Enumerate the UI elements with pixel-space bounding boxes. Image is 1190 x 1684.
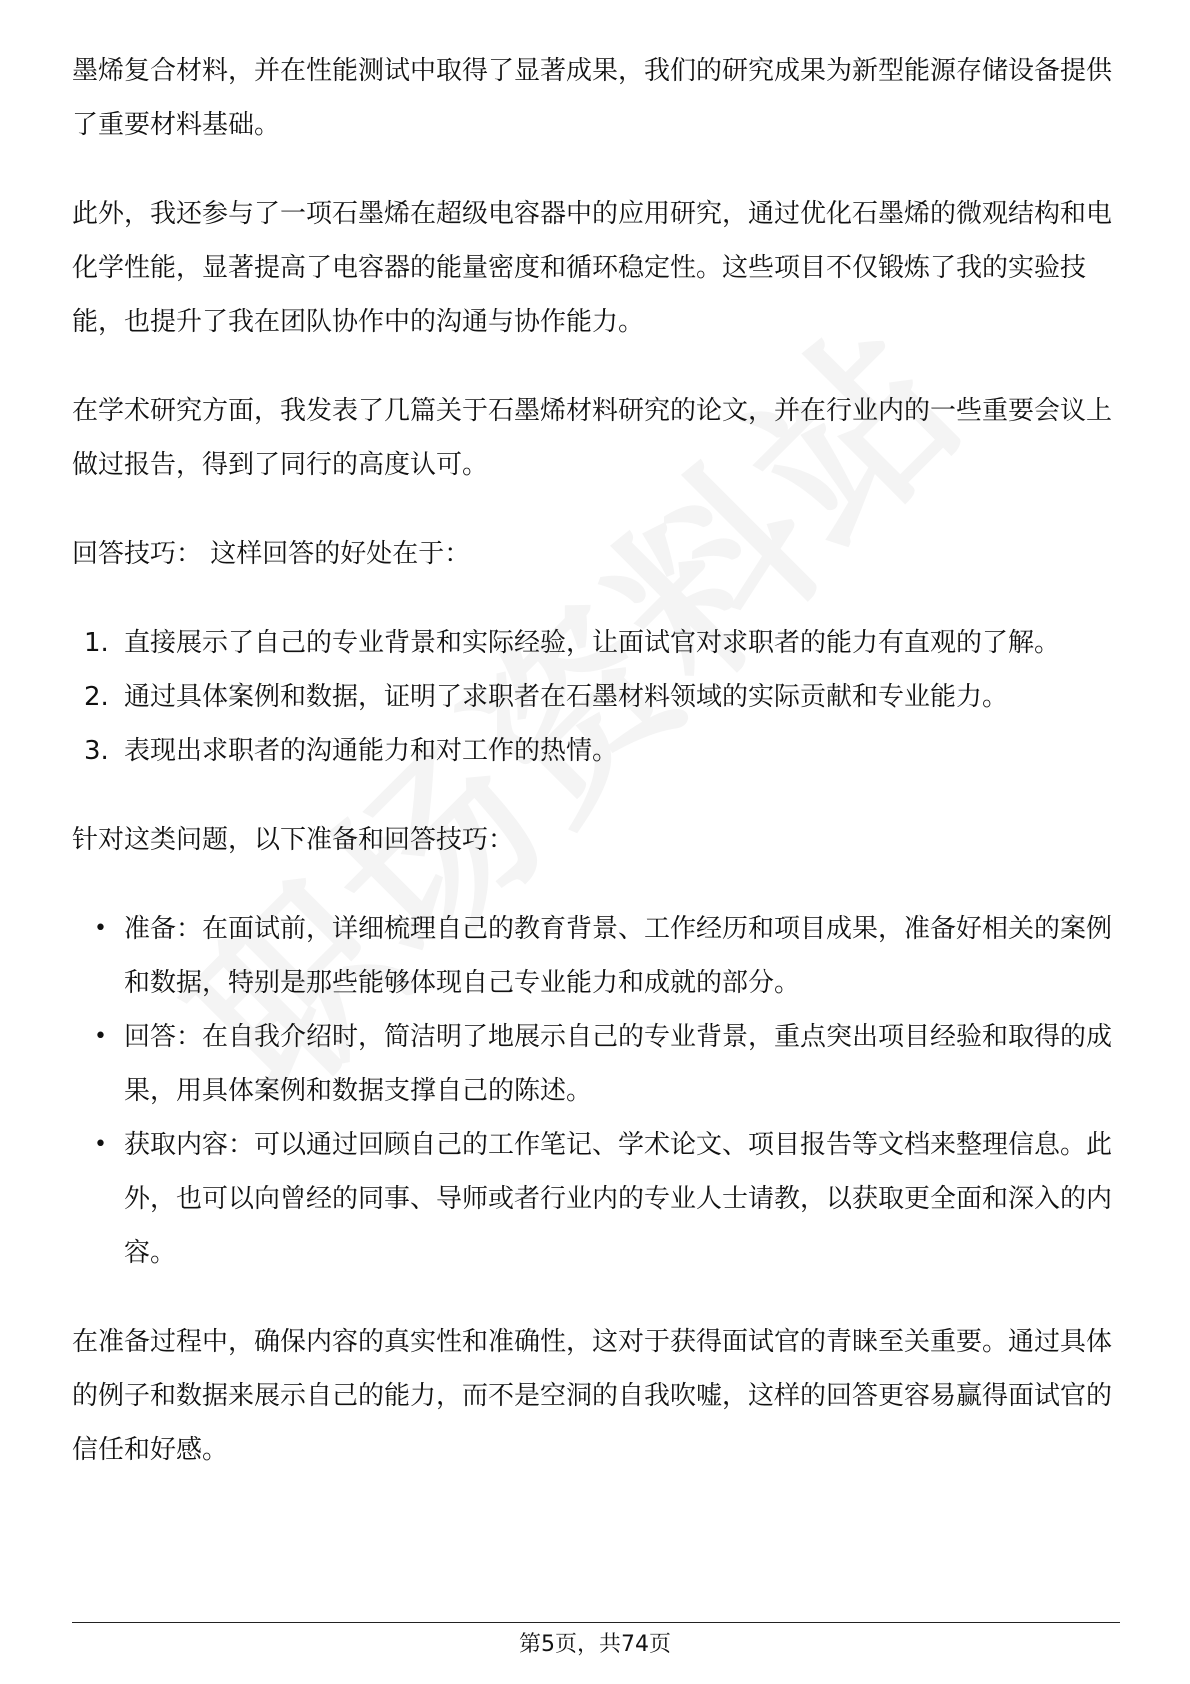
bullet-icon: •: [94, 1132, 107, 1157]
list-item-text: 获取内容：可以通过回顾自己的工作笔记、学术论文、项目报告等文档来整理信息。此外，也可以向曾经的同事、导师或者行业内的专业人士请教，以获取更全面和深入的内容。: [124, 1130, 1113, 1268]
preparation-heading: 针对这类问题，以下准备和回答技巧：: [72, 825, 515, 855]
list-item: [72, 616, 1120, 670]
answer-tips-heading: 回答技巧： 这样回答的好处在于：: [72, 539, 471, 569]
list-number: 2.: [84, 682, 109, 712]
bullet-list: [72, 902, 1120, 1280]
closing-paragraph: 在准备过程中，确保内容的真实性和准确性，这对于获得面试官的青睐至关重要。通过具体的例子和数据来展示自己的能力，而不是空洞的自我吹嘘，这样的回答更容易赢得面试官的信任和好感。: [72, 1327, 1113, 1465]
numbered-list: [72, 616, 1120, 778]
bullet-icon: •: [94, 1024, 107, 1049]
list-item: [72, 902, 1120, 1010]
list-item: [72, 1118, 1120, 1280]
list-item-text: 表现出求职者的沟通能力和对工作的热情。: [124, 736, 619, 766]
document-body: [72, 44, 1120, 1477]
list-item: [72, 724, 1120, 778]
paragraph-3: 在学术研究方面，我发表了几篇关于石墨烯材料研究的论文，并在行业内的一些重要会议上做过报告，得到了同行的高度认可。: [72, 396, 1113, 480]
paragraph-1: 墨烯复合材料，并在性能测试中取得了显著成果，我们的研究成果为新型能源存储设备提供了重要材料基础。: [72, 56, 1113, 140]
list-number: 1.: [84, 628, 109, 658]
paragraph-2: 此外，我还参与了一项石墨烯在超级电容器中的应用研究，通过优化石墨烯的微观结构和电化学性能，显著提高了电容器的能量密度和循环稳定性。这些项目不仅锻炼了我的实验技能，也提升了我在团队协作中的沟通与协作能力。: [72, 199, 1113, 337]
list-item-text: 回答：在自我介绍时，简洁明了地展示自己的专业背景，重点突出项目经验和取得的成果，用具体案例和数据支撑自己的陈述。: [124, 1022, 1113, 1106]
footer-divider: [72, 1622, 1120, 1623]
page-number: 第5页，共74页: [519, 1632, 671, 1657]
list-item-text: 通过具体案例和数据，证明了求职者在石墨材料领域的实际贡献和专业能力。: [124, 682, 1009, 712]
list-item: [72, 670, 1120, 724]
bullet-icon: •: [94, 916, 107, 941]
list-item-text: 准备：在面试前，详细梳理自己的教育背景、工作经历和项目成果，准备好相关的案例和数据，特别是那些能够体现自己专业能力和成就的部分。: [124, 914, 1113, 998]
list-number: 3.: [84, 736, 109, 766]
list-item: [72, 1010, 1120, 1118]
list-item-text: 直接展示了自己的专业背景和实际经验，让面试官对求职者的能力有直观的了解。: [124, 628, 1061, 658]
